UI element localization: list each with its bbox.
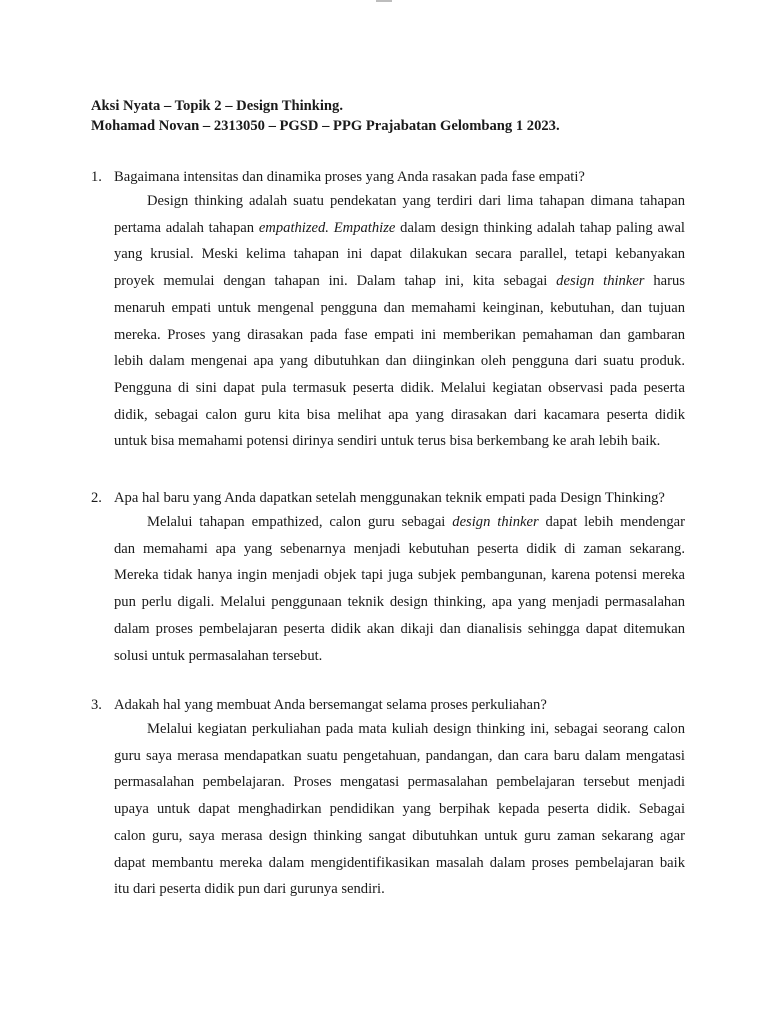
answer-line: dalam proses pembelajaran peserta didik akan dikaji dan dianalisis sehingga dapat ditemukan (114, 620, 685, 637)
document-header (91, 96, 691, 136)
question-number: 2. (91, 490, 102, 506)
qa-item-2 (91, 487, 687, 669)
question-text: Apa hal baru yang Anda dapatkan setelah menggunakan teknik empati pada Design Thinking? (114, 490, 665, 506)
qa-item-1 (91, 166, 687, 455)
answer-line: Melalui kegiatan perkuliahan pada mata kuliah design thinking ini, sebagai seorang calon (147, 721, 685, 737)
answer-line: mereka. Proses yang dirasakan pada fase empati ini memberikan pemahaman dan gambaran (114, 326, 685, 343)
question-text: Bagaimana intensitas dan dinamika proses yang Anda rasakan pada fase empati? (114, 169, 585, 185)
answer-line: guru saya merasa mendapatkan suatu pengetahuan, pandangan, dan cara baru dalam mengatasi (114, 747, 685, 764)
answer-1 (114, 188, 685, 455)
question-3 (91, 694, 687, 716)
answer-line: didik, sebagai calon guru kita bisa melihat apa yang dirasakan dari kacamara peserta didik (114, 406, 685, 423)
answer-line: lebih dalam mengenai apa yang dibutuhkan dan diinginkan oleh pengguna dari suatu produk. (114, 353, 685, 370)
answer-line: menaruh empati untuk mengenal pengguna dan memahami keinginan, kebutuhan, dan tujuan (114, 299, 685, 316)
answer-line: proyek memulai dengan tahapan ini. Dalam tahap ini, kita sebagai design thinker harus (114, 273, 685, 290)
author-line: Mohamad Novan – 2313050 – PGSD – PPG Prajabatan Gelombang 1 2023. (91, 118, 560, 134)
answer-line: upaya untuk dapat menghadirkan pendidikan yang berpihak kepada peserta didik. Sebagai (114, 801, 685, 818)
question-2 (91, 487, 687, 509)
document-title: Aksi Nyata – Topik 2 – Design Thinking. (91, 98, 343, 114)
answer-line: pertama adalah tahapan empathized. Empathize dalam design thinking adalah tahap paling awal (114, 219, 685, 236)
answer-line: Pengguna di sini dapat pula termasuk peserta didik. Melalui kegiatan observasi pada peserta (114, 379, 685, 396)
answer-line: pun perlu digali. Melalui penggunaan teknik design thinking, apa yang menjadi permasalahan (114, 594, 685, 611)
answer-line: Melalui tahapan empathized, calon guru sebagai design thinker dapat lebih mendengar (147, 514, 685, 530)
answer-line: yang krusial. Meski kelima tahapan ini dapat dilakukan secara parallel, tetapi kebanyakan (114, 246, 685, 263)
question-number: 3. (91, 697, 102, 713)
answer-line: untuk bisa memahami potensi dirinya sendiri untuk terus bisa berkembang ke arah lebih baik. (114, 433, 661, 450)
answer-line: dan memahami apa yang sebenarnya menjadi kebutuhan peserta didik di zaman sekarang. (114, 540, 685, 557)
answer-line: itu dari peserta didik pun dari gurunya sendiri. (114, 881, 385, 898)
answer-line: permasalahan pembelajaran. Proses mengatasi permasalahan pembelajaran tersebut menjadi (114, 774, 685, 791)
answer-3 (114, 716, 685, 903)
page-top-marker (376, 0, 392, 2)
question-number: 1. (91, 169, 102, 185)
question-text: Adakah hal yang membuat Anda bersemangat selama proses perkuliahan? (114, 697, 547, 713)
question-1 (91, 166, 687, 188)
answer-line: calon guru, saya merasa design thinking sangat dibutuhkan untuk guru zaman sekarang agar (114, 827, 685, 844)
answer-line: Mereka tidak hanya ingin menjadi objek tapi juga subjek pembangunan, karena potensi mereka (114, 567, 685, 584)
qa-item-3 (91, 694, 687, 903)
answer-line: Design thinking adalah suatu pendekatan yang terdiri dari lima tahapan dimana tahapan (147, 193, 685, 209)
answer-line: dapat membantu mereka dalam mengidentifikasikan masalah dalam proses pembelajaran baik (114, 854, 685, 871)
answer-2 (114, 509, 685, 669)
answer-line: solusi untuk permasalahan tersebut. (114, 647, 323, 664)
